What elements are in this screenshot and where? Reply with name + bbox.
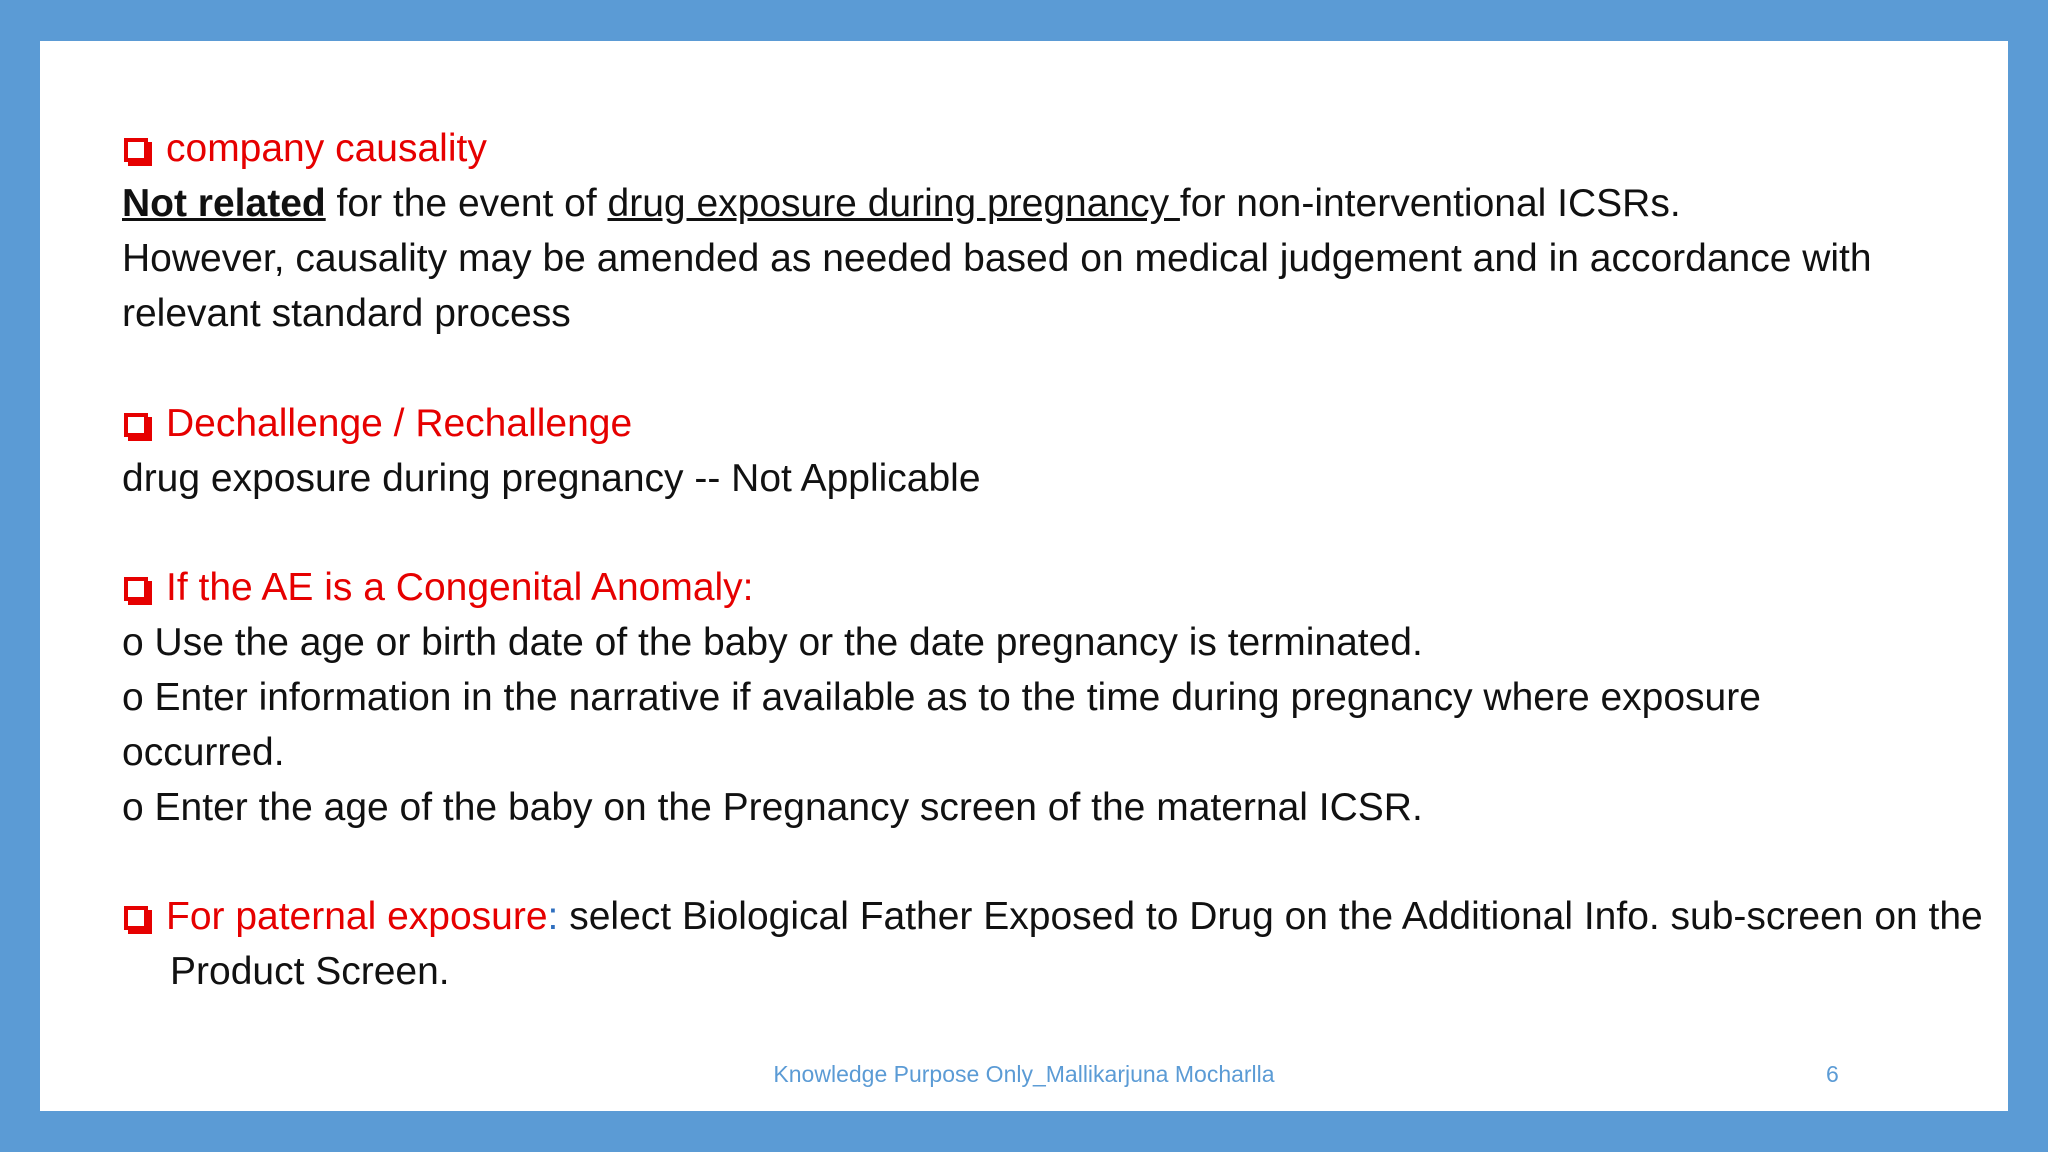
congenital-heading — [122, 560, 2002, 615]
not-related-label: Not related — [122, 182, 326, 225]
congenital-item-1: o Use the age or birth date of the baby or the date pregnancy is terminated. — [122, 621, 1423, 664]
checkbox-bullet-icon — [124, 577, 148, 601]
dechallenge-heading — [122, 396, 2002, 451]
causality-paragraph: However, causality may be amended as needed based on medical judgement and in accordance with relevant standard process — [122, 237, 1872, 335]
slide-content — [122, 121, 2002, 999]
page-number: 6 — [1826, 1061, 1839, 1087]
causality-heading — [122, 121, 2002, 176]
footer-text: Knowledge Purpose Only_Mallikarjuna Mocharlla — [773, 1061, 1275, 1087]
paternal-text: select Biological Father Exposed to Drug on the Additional Info. sub-screen on the Product Screen. — [170, 895, 1983, 993]
dechallenge-text: drug exposure during pregnancy -- Not Applicable — [122, 457, 981, 500]
spacer — [122, 506, 2002, 560]
slide-canvas — [40, 41, 2008, 1111]
causality-text-2: for non-interventional ICSRs. — [1179, 182, 1681, 225]
paternal-heading: For paternal exposure — [166, 895, 548, 938]
checkbox-bullet-icon — [124, 413, 148, 437]
dechallenge-heading-text: Dechallenge / Rechallenge — [166, 402, 633, 445]
congenital-item-3: o Enter the age of the baby on the Pregnancy screen of the maternal ICSR. — [122, 786, 1423, 829]
causality-line — [122, 176, 2002, 231]
causality-heading-text: company causality — [166, 127, 487, 170]
checkbox-bullet-icon — [124, 906, 148, 930]
checkbox-bullet-icon — [124, 138, 148, 162]
causality-text-1: for the event of — [325, 182, 608, 225]
drug-exposure-underlined: drug exposure during pregnancy — [607, 182, 1180, 225]
paternal-colon: : — [547, 895, 559, 938]
spacer — [122, 835, 2002, 889]
spacer — [122, 341, 2002, 396]
paternal-paragraph — [122, 889, 2048, 999]
congenital-heading-text: If the AE is a Congenital Anomaly: — [166, 566, 754, 609]
congenital-item-2: o Enter information in the narrative if available as to the time during pregnancy where exposure occurred. — [122, 676, 1761, 774]
